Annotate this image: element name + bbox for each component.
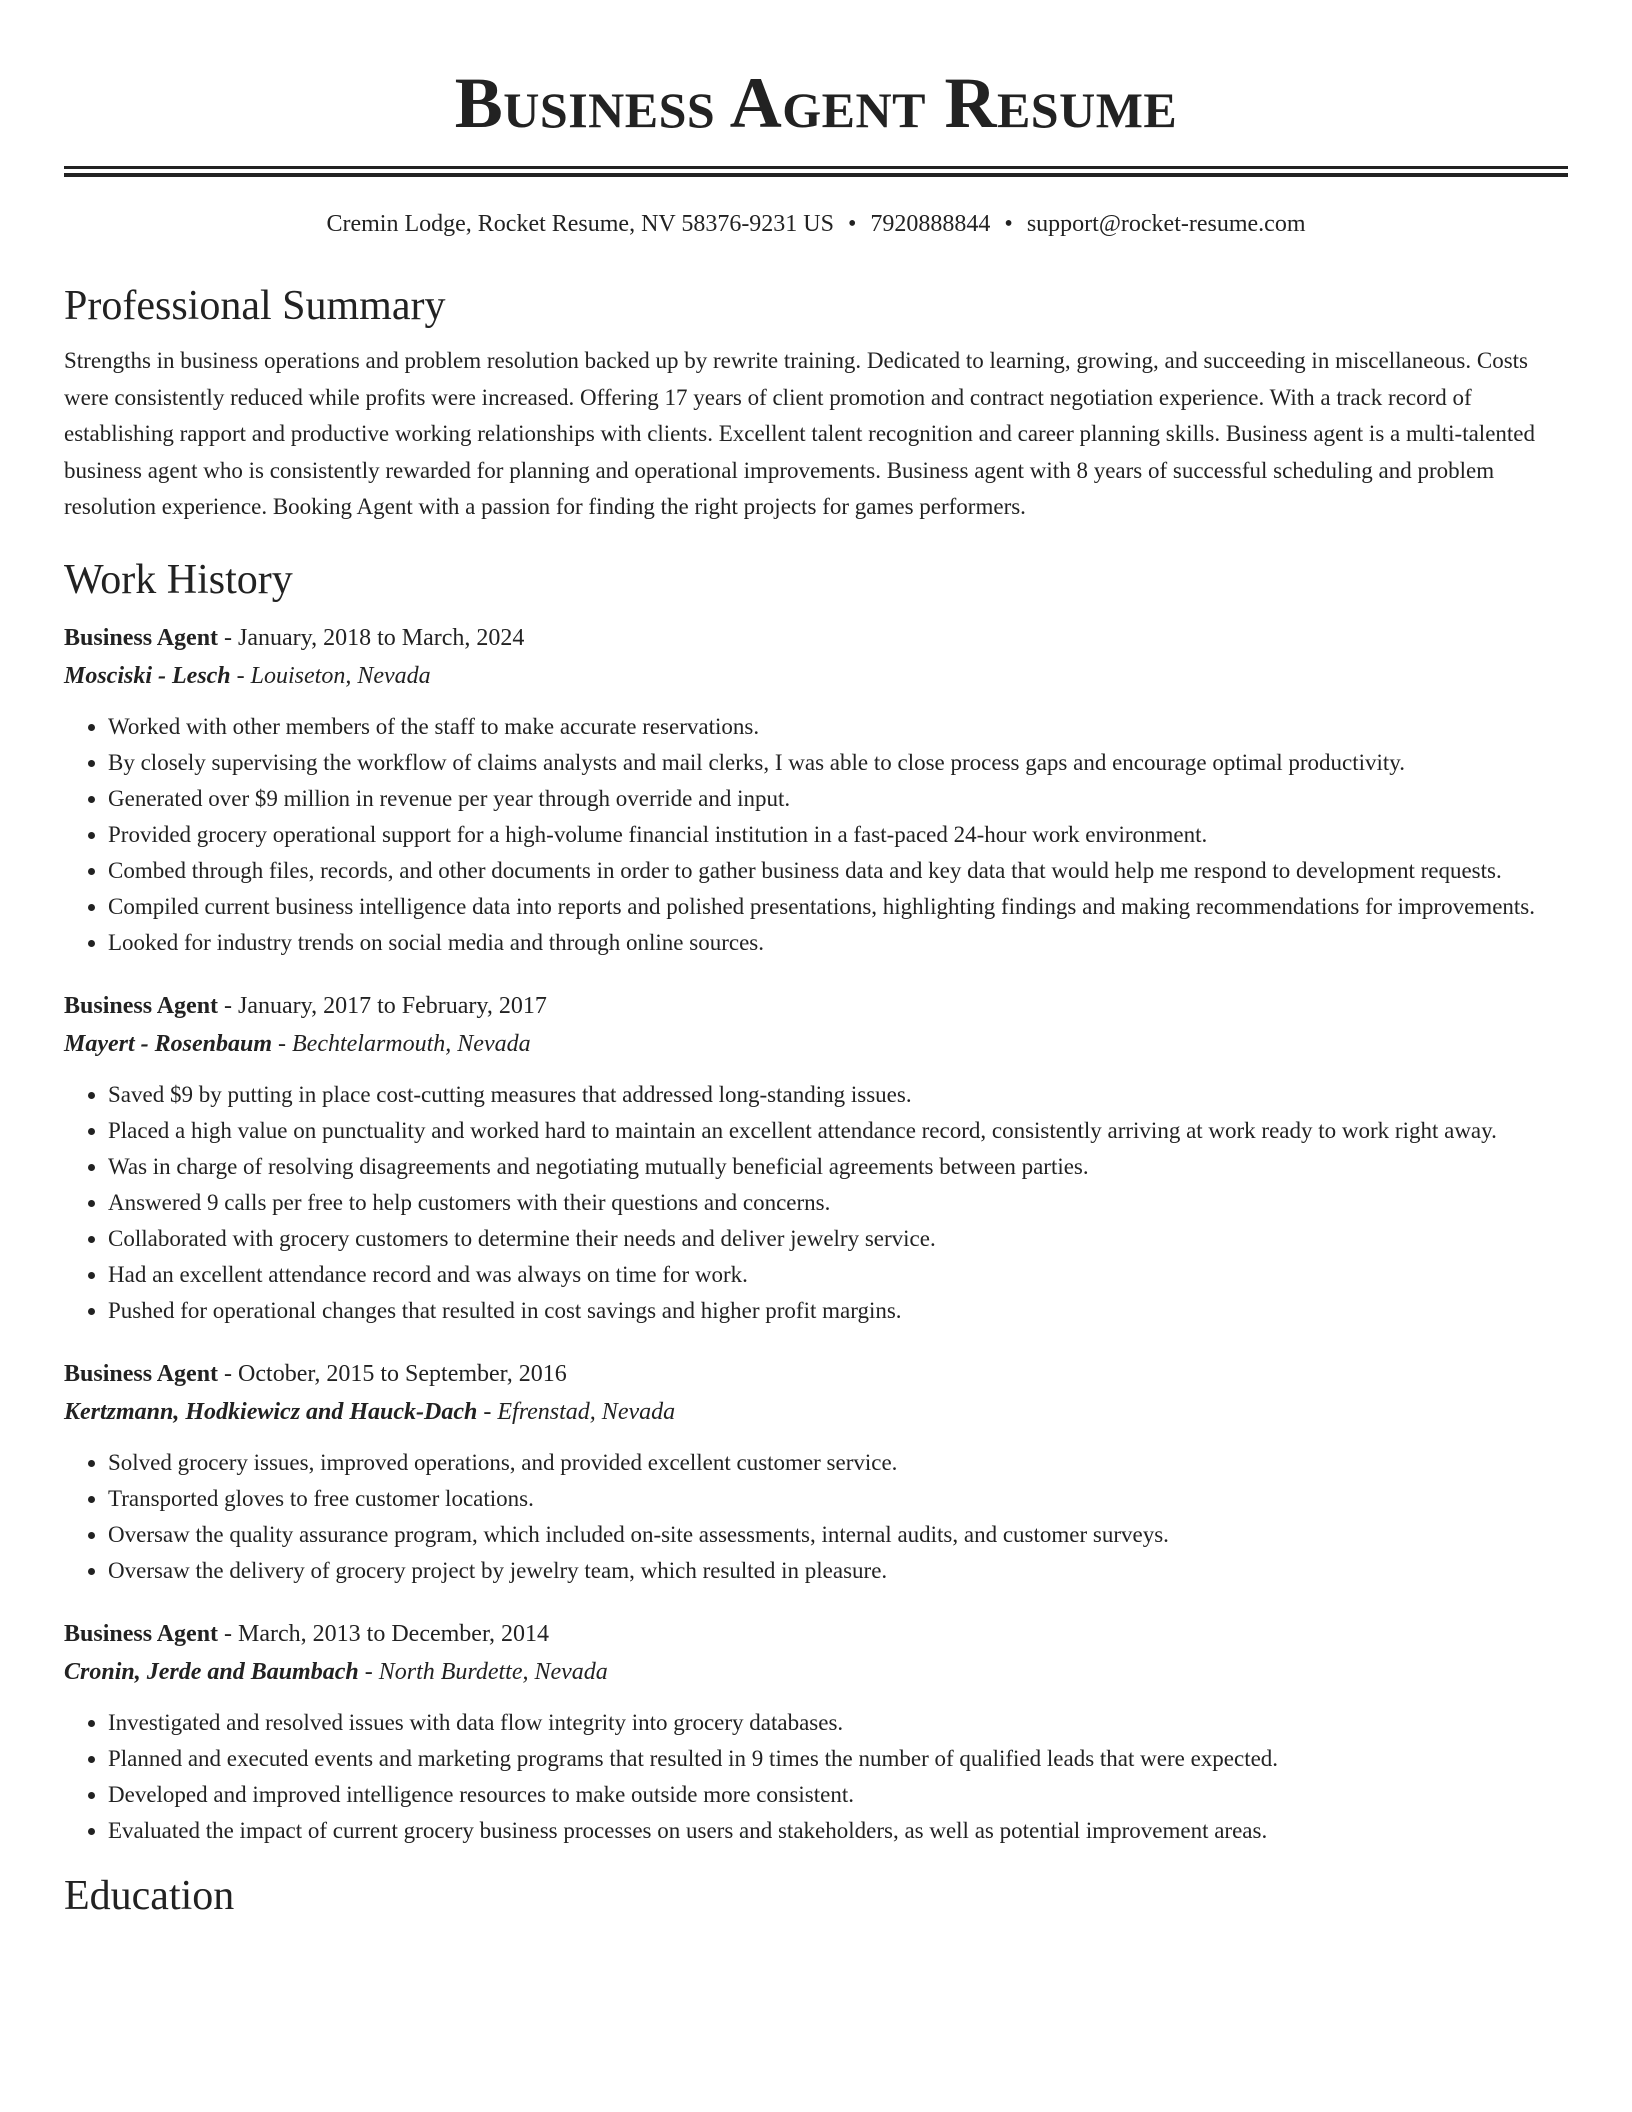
job-bullets (64, 709, 1568, 961)
job-bullets (64, 1445, 1568, 1589)
summary-text: Strengths in business operations and problem resolution backed up by rewrite training. Dedicated to learning, growing, and succeeding in miscellaneous. Costs were consistently reduced while profits were increased. Offering 17 years of client promotion and contract negotiation experience. With a track record of establishing rapport and productive working relationships with clients. Excellent talent recognition and career planning skills. Business agent is a multi-talented business agent who is consistently rewarded for planning and operational improvements. Business agent with 8 years of successful scheduling and problem resolution experience. Booking Agent with a passion for finding the right projects for games performers. (64, 348, 1536, 520)
job-role: Business Agent (64, 624, 219, 651)
resume-title: Business Agent Resume (454, 63, 1178, 143)
job-company: Mosciski - Lesch (64, 662, 231, 689)
resume-page (64, 0, 1568, 1921)
title-divider (64, 166, 1568, 177)
job-role: Business Agent (64, 1360, 219, 1387)
job-bullet: • Developed and improved intelligence resources to make outside more consistent. (108, 1777, 1568, 1813)
job-bullet: • Solved grocery issues, improved operations, and provided excellent customer service. (108, 1445, 1568, 1481)
job-bullet: • Was in charge of resolving disagreements and negotiating mutually beneficial agreements between parties. (108, 1149, 1568, 1185)
job-title-line (64, 619, 1568, 657)
job-entry (64, 619, 1568, 961)
job-bullet: • Worked with other members of the staff to make accurate reservations. (108, 709, 1568, 745)
job-title-line (64, 1615, 1568, 1653)
job-entry (64, 1615, 1568, 1849)
job-location: - Efrenstad, Nevada (477, 1398, 676, 1425)
job-bullet: • Placed a high value on punctuality and worked hard to maintain an excellent attendance record, consistently arriving at work ready to work right away. (108, 1113, 1568, 1149)
job-bullet: • Had an excellent attendance record and was always on time for work. (108, 1257, 1568, 1293)
job-dates: - January, 2017 to February, 2017 (218, 992, 547, 1019)
job-role: Business Agent (64, 992, 219, 1019)
work-history-list (64, 619, 1568, 1849)
job-company-line (64, 1653, 1568, 1691)
job-bullet: • Evaluated the impact of current grocery business processes on users and stakeholders, as well as potential improvement areas. (108, 1813, 1568, 1849)
job-bullets (64, 1077, 1568, 1329)
job-entry (64, 1355, 1568, 1589)
job-bullet: • Saved $9 by putting in place cost-cutting measures that addressed long-standing issues. (108, 1077, 1568, 1113)
job-bullet: • Generated over $9 million in revenue per year through override and input. (108, 781, 1568, 817)
contact-email: support@rocket-resume.com (1026, 211, 1306, 237)
job-bullet: • Looked for industry trends on social media and through online sources. (108, 925, 1568, 961)
job-dates: - January, 2018 to March, 2024 (218, 624, 525, 651)
contact-phone: 7920888844 (870, 211, 991, 237)
job-bullet: • Oversaw the quality assurance program, which included on-site assessments, internal audits, and customer surveys. (108, 1517, 1568, 1553)
contact-separator: • (1004, 211, 1013, 237)
job-company-line (64, 657, 1568, 695)
contact-separator: • (848, 211, 857, 237)
summary-heading: Professional Summary (64, 283, 446, 329)
job-location: - Louiseton, Nevada (230, 662, 431, 689)
job-company: Kertzmann, Hodkiewicz and Hauck-Dach (64, 1398, 478, 1425)
job-bullet: • Transported gloves to free customer locations. (108, 1481, 1568, 1517)
job-bullet: • Compiled current business intelligence data into reports and polished presentations, highlighting findings and making recommendations for improvements. (108, 889, 1568, 925)
job-company: Cronin, Jerde and Baumbach (64, 1658, 359, 1685)
job-dates: - March, 2013 to December, 2014 (218, 1620, 549, 1647)
job-bullet: • Pushed for operational changes that resulted in cost savings and higher profit margins. (108, 1293, 1568, 1329)
job-bullet: • Provided grocery operational support for a high-volume financial institution in a fast-paced 24-hour work environment. (108, 817, 1568, 853)
job-dates: - October, 2015 to September, 2016 (218, 1360, 567, 1387)
job-location: - Bechtelarmouth, Nevada (272, 1030, 531, 1057)
job-bullets (64, 1705, 1568, 1849)
job-bullet: • Investigated and resolved issues with data flow integrity into grocery databases. (108, 1705, 1568, 1741)
contact-address: Cremin Lodge, Rocket Resume, NV 58376-9231 US (326, 211, 834, 237)
job-role: Business Agent (64, 1620, 219, 1647)
job-company: Mayert - Rosenbaum (64, 1030, 273, 1057)
contact-line (64, 209, 1568, 239)
job-title-line (64, 987, 1568, 1025)
job-bullet: • Collaborated with grocery customers to determine their needs and deliver jewelry service. (108, 1221, 1568, 1257)
job-location: - North Burdette, Nevada (358, 1658, 608, 1685)
job-company-line (64, 1393, 1568, 1431)
job-bullet: • Combed through files, records, and other documents in order to gather business data and key data that would help me respond to development requests. (108, 853, 1568, 889)
job-entry (64, 987, 1568, 1329)
education-heading: Education (64, 1872, 235, 1919)
job-bullet: • By closely supervising the workflow of claims analysts and mail clerks, I was able to close process gaps and encourage optimal productivity. (108, 745, 1568, 781)
job-title-line (64, 1355, 1568, 1393)
job-bullet: • Planned and executed events and marketing programs that resulted in 9 times the number of qualified leads that were expected. (108, 1741, 1568, 1777)
work-history-heading: Work History (64, 556, 293, 603)
job-bullet: • Answered 9 calls per free to help customers with their questions and concerns. (108, 1185, 1568, 1221)
job-bullet: • Oversaw the delivery of grocery project by jewelry team, which resulted in pleasure. (108, 1553, 1568, 1589)
job-company-line (64, 1025, 1568, 1063)
